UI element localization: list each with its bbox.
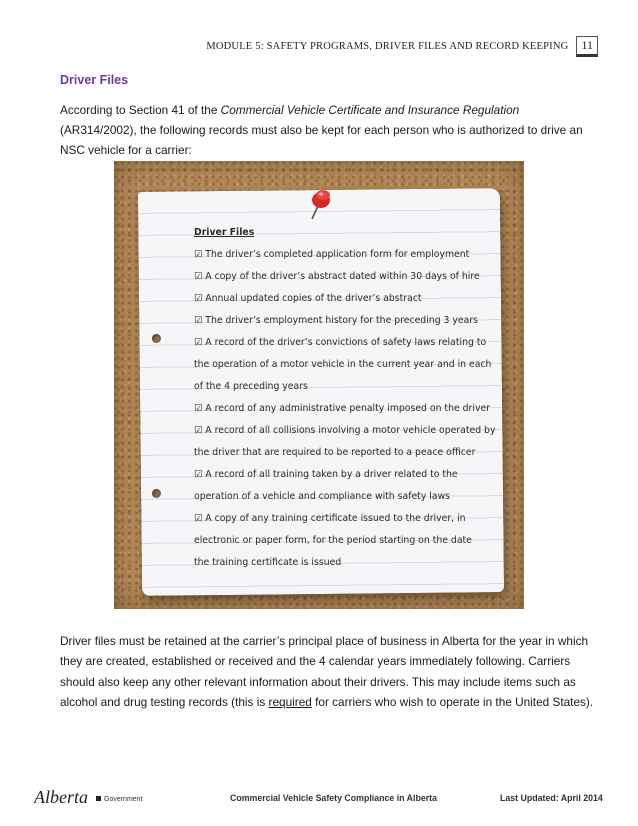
note-line: ☑ A record of any administrative penalty imposed on the driver xyxy=(194,403,490,414)
paper-hole xyxy=(152,489,161,498)
closing-text-1: Driver files must be retained at the carrier’s principal place of business in Alberta for the year in which they are created, established or received and the 4 calendar years immediately following. Carriers should also keep any other relevant information about their drivers. This may include items such as alcohol and drug testing records (this is xyxy=(60,634,589,710)
intro-text-2: (AR314/2002), the following records must also be kept for each person who is authorized to drive an NSC vehicle for a carrier: xyxy=(60,123,583,157)
intro-text-1: According to Section 41 of the xyxy=(60,103,221,117)
note-line: ☑ The driver’s employment history for the preceding 3 years xyxy=(194,315,478,326)
required-emphasis: required xyxy=(268,695,312,710)
note-line: ☑ A copy of the driver’s abstract dated within 30 days of hire xyxy=(194,271,480,282)
alberta-government-logo xyxy=(34,786,154,810)
note-line: ☑ Annual updated copies of the driver’s abstract xyxy=(194,293,422,304)
section-title: Driver Files xyxy=(60,73,129,87)
note-title: Driver Files xyxy=(194,227,255,238)
page-number: 11 xyxy=(576,36,598,57)
paper-hole xyxy=(152,334,161,343)
page-footer xyxy=(0,786,638,810)
page-header xyxy=(206,36,598,57)
note-line: operation of a vehicle and compliance with safety laws xyxy=(194,491,451,502)
header-title: MODULE 5: SAFETY PROGRAMS, DRIVER FILES AND RECORD KEEPING xyxy=(206,41,569,52)
footer-document-title: Commercial Vehicle Safety Compliance in Alberta xyxy=(230,793,437,803)
intro-paragraph xyxy=(60,100,595,160)
closing-text-2: for carriers who wish to operate in the United States). xyxy=(311,695,594,710)
note-line: the driver that are required to be reported to a peace officer xyxy=(194,447,476,458)
note-line: ☑ A copy of any training certificate issued to the driver, in xyxy=(194,513,466,524)
note-line: of the 4 preceding years xyxy=(194,381,308,392)
note-line: the training certificate is issued xyxy=(194,557,342,568)
note-line: ☑ A record of the driver’s convictions of safety laws relating to xyxy=(194,337,487,348)
note-content xyxy=(194,224,512,576)
footer-last-updated: Last Updated: April 2014 xyxy=(500,793,603,803)
note-line: the operation of a motor vehicle in the current year and in each xyxy=(194,359,492,370)
note-line: electronic or paper form, for the period starting on the date xyxy=(194,535,472,546)
regulation-title: Commercial Vehicle Certificate and Insurance Regulation xyxy=(220,103,520,117)
note-line: ☑ The driver’s completed application form for employment xyxy=(194,249,470,260)
pushpin-icon xyxy=(306,186,336,222)
note-line: ☑ A record of all training taken by a driver related to the xyxy=(194,469,458,480)
note-line: ☑ A record of all collisions involving a motor vehicle operated by xyxy=(194,425,496,436)
logo-wordmark: Alberta xyxy=(34,787,88,807)
closing-paragraph xyxy=(60,631,600,713)
logo-subtitle: Government xyxy=(104,796,143,803)
